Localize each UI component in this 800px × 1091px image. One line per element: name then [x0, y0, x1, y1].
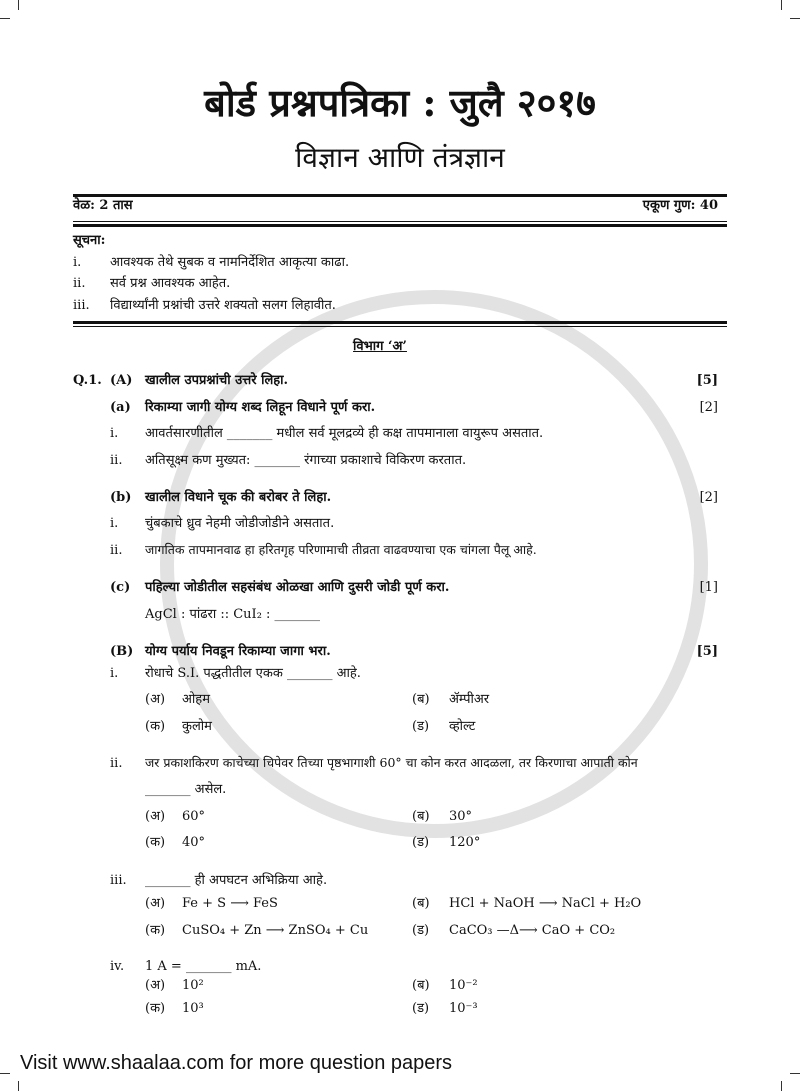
part-text: खालील उपप्रश्नांची उत्तरे लिहा.: [145, 373, 289, 388]
option-text: 10²: [182, 978, 204, 993]
marks: [5]: [696, 373, 718, 388]
footer-link[interactable]: Visit www.shaalaa.com for more question papers: [20, 1052, 453, 1074]
crop-mark: [790, 1073, 800, 1074]
item-num: i.: [110, 516, 119, 531]
option-text: 30°: [449, 809, 473, 824]
divider: [73, 321, 727, 324]
item-num: i.: [110, 426, 119, 441]
total-marks: एकूण गुण: 40: [642, 198, 718, 213]
crop-mark: [18, 0, 19, 10]
option-text: ॲम्पीअर: [449, 692, 490, 707]
part-label: (A): [110, 373, 133, 388]
sub-label: (c): [110, 580, 131, 595]
crop-mark: [0, 1073, 10, 1074]
option-text: कुलोम: [182, 719, 212, 734]
option-text: 40°: [182, 835, 206, 850]
instructions-heading: सूचना:: [73, 233, 106, 248]
crop-mark: [781, 0, 782, 10]
option-label: (ब): [412, 978, 430, 993]
item-text: आवर्तसारणीतील _______ मधील सर्व मूलद्रव्ये ही कक्ष तापमानाला वायुरूप असतात.: [145, 426, 544, 441]
crop-mark: [0, 18, 10, 19]
item-text: AgCl : पांढरा :: CuI₂ : _______: [145, 607, 321, 622]
option-label: (ब): [412, 896, 430, 911]
item-text: _______ ही अपघटन अभिक्रिया आहे.: [145, 873, 328, 888]
part-text: योग्य पर्याय निवडून रिकाम्या जागा भरा.: [145, 644, 331, 659]
sub-label: (a): [110, 400, 131, 415]
option-label: (क): [145, 719, 166, 734]
option-label: (क): [145, 923, 166, 938]
item-text: अतिसूक्ष्म कण मुख्यत: _______ रंगाच्या प्रकाशाचे विकिरण करतात.: [145, 453, 467, 468]
crop-mark: [781, 1081, 782, 1091]
item-text: _______ असेल.: [145, 782, 227, 797]
option-text: 60°: [182, 809, 206, 824]
item-text: चुंबकाचे ध्रुव नेहमी जोडीजोडीने असतात.: [145, 516, 335, 531]
option-label: (ब): [412, 809, 430, 824]
sub-text: पहिल्या जोडीतील सहसंबंध ओळखा आणि दुसरी जोडी पूर्ण करा.: [145, 580, 450, 595]
part-label: (B): [110, 644, 134, 659]
crop-mark: [790, 18, 800, 19]
item-text: 1 A = _______ mA.: [145, 959, 262, 974]
item-num: ii.: [110, 756, 123, 771]
instruction-text: विद्यार्थ्यांनी प्रश्नांची उत्तरे शक्यतो सलग लिहावीत.: [110, 298, 336, 313]
divider: [73, 326, 727, 327]
option-label: (ड): [412, 835, 430, 850]
item-num: i.: [110, 666, 119, 681]
option-text: 120°: [449, 835, 481, 850]
option-label: (क): [145, 835, 166, 850]
marks: [1]: [699, 580, 718, 595]
option-label: (अ): [145, 692, 166, 707]
time-label: वेळ: 2 तास: [73, 198, 133, 213]
sub-label: (b): [110, 490, 132, 505]
option-label: (ड): [412, 923, 430, 938]
instruction-num: ii.: [73, 276, 86, 291]
option-label: (अ): [145, 809, 166, 824]
item-text: जर प्रकाशकिरण काचेच्या चिपेवर तिच्या पृष्ठभागाशी 60° चा कोन करत आदळला, तर किरणाचा आपाती कोन: [145, 755, 638, 770]
marks: [2]: [699, 490, 718, 505]
paper-subject: विज्ञान आणि तंत्रज्ञान: [295, 141, 505, 174]
item-text: रोधाचे S.I. पद्धतीतील एकक _______ आहे.: [145, 666, 361, 681]
option-label: (ड): [412, 719, 430, 734]
divider: [73, 194, 727, 197]
crop-mark: [18, 1081, 19, 1091]
option-text: व्होल्ट: [449, 719, 476, 734]
item-num: ii.: [110, 543, 123, 558]
divider: [73, 224, 727, 227]
option-label: (ब): [412, 692, 430, 707]
sub-text: रिकाम्या जागी योग्य शब्द लिहून विधाने पूर्ण करा.: [145, 400, 376, 415]
item-text: जागतिक तापमानवाढ हा हरितगृह परिणामाची तीव्रता वाढवण्याचा एक चांगला पैलू आहे.: [145, 542, 537, 557]
question-number: Q.1.: [73, 373, 102, 388]
item-num: iii.: [110, 873, 127, 888]
option-text: 10⁻²: [449, 978, 478, 993]
paper-title: बोर्ड प्रश्नपत्रिका : जुलै २०१७: [204, 80, 596, 125]
instruction-num: iii.: [73, 298, 90, 313]
option-text: CaCO₃ —Δ⟶ CaO + CO₂: [449, 923, 616, 938]
item-num: ii.: [110, 453, 123, 468]
option-text: CuSO₄ + Zn ⟶ ZnSO₄ + Cu: [182, 923, 369, 938]
sub-text: खालील विधाने चूक की बरोबर ते लिहा.: [145, 490, 332, 505]
option-text: ओहम: [182, 692, 210, 707]
option-text: 10⁻³: [449, 1001, 478, 1016]
option-text: HCl + NaOH ⟶ NaCl + H₂O: [449, 896, 642, 911]
option-label: (ड): [412, 1001, 430, 1016]
option-text: 10³: [182, 1001, 204, 1016]
marks: [2]: [699, 400, 718, 415]
instruction-num: i.: [73, 255, 82, 270]
item-num: iv.: [110, 959, 125, 974]
section-heading: विभाग ‘अ’: [353, 339, 407, 354]
instruction-text: सर्व प्रश्न आवश्यक आहेत.: [110, 276, 231, 291]
instruction-text: आवश्यक तेथे सुबक व नामनिर्देशित आकृत्या काढा.: [110, 255, 350, 270]
option-label: (अ): [145, 978, 166, 993]
divider: [73, 221, 727, 222]
option-label: (अ): [145, 896, 166, 911]
option-text: Fe + S ⟶ FeS: [182, 896, 278, 911]
option-label: (क): [145, 1001, 166, 1016]
marks: [5]: [696, 644, 718, 659]
